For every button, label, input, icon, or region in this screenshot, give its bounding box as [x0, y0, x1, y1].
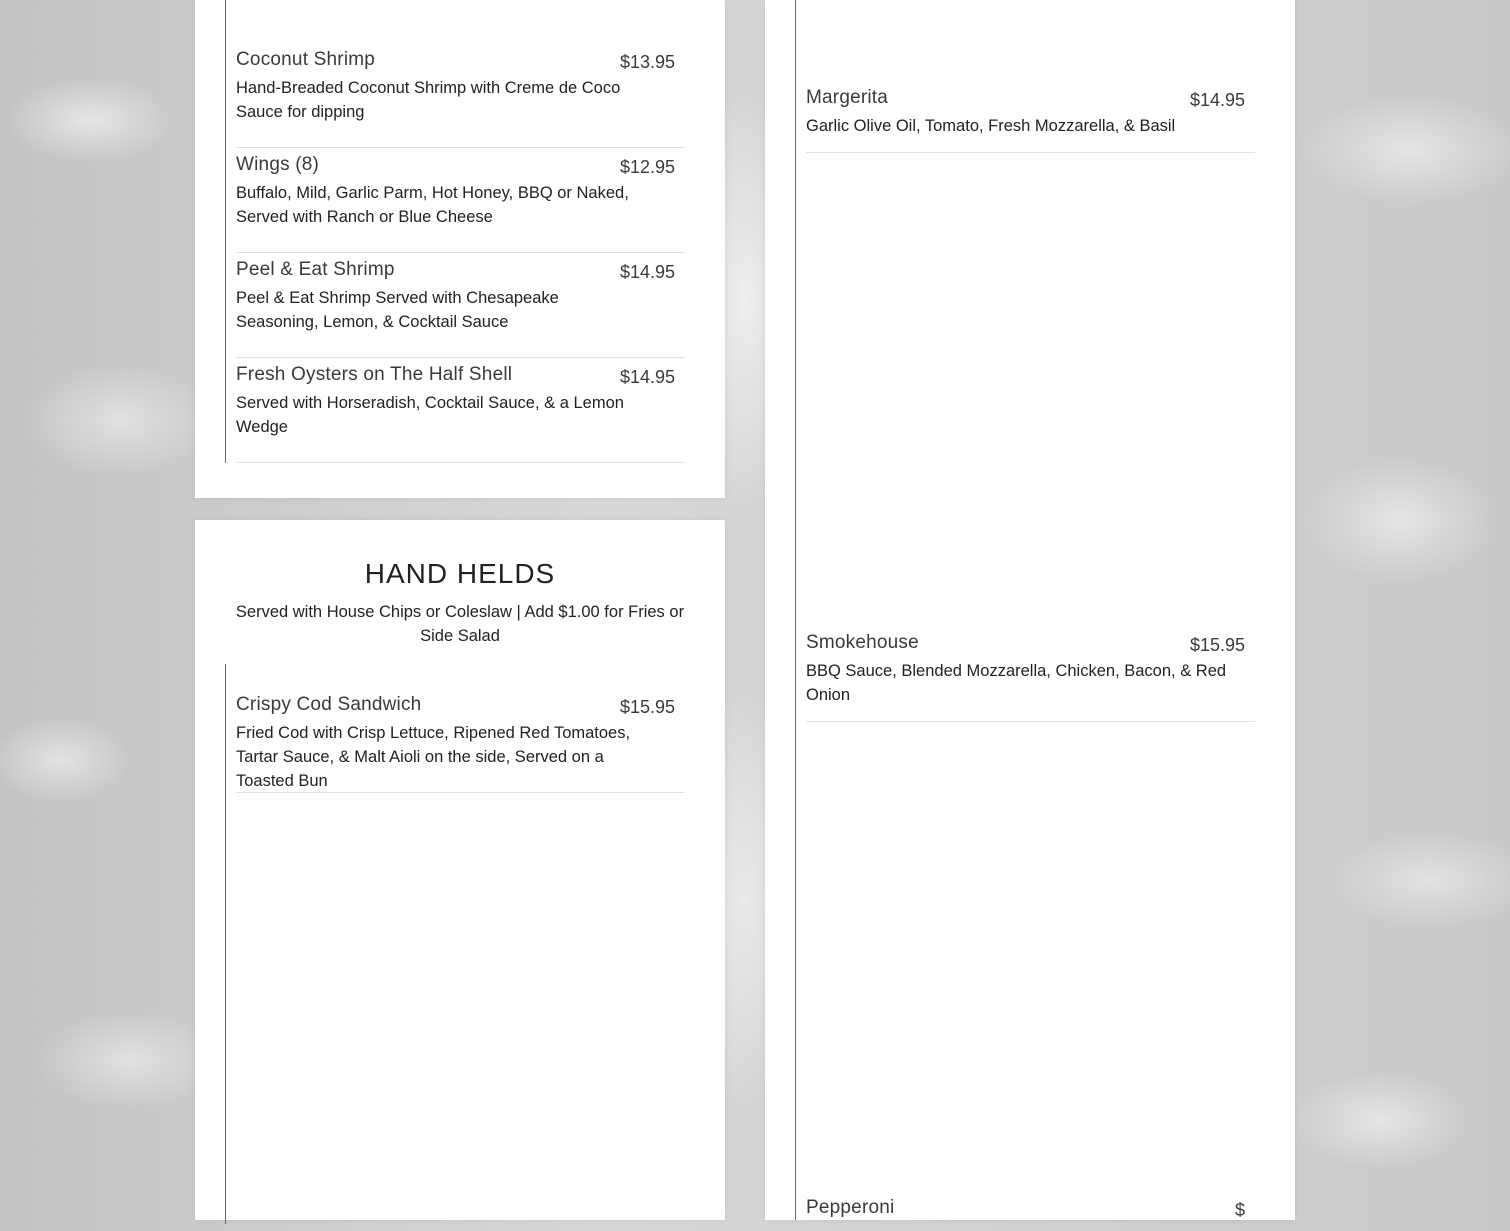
item-price: $15.95: [1189, 635, 1245, 655]
menu-item: [236, 43, 685, 148]
handhelds-card: [195, 520, 725, 1220]
item-description: Served with Horseradish, Cocktail Sauce, & a Lemon Wedge: [236, 394, 624, 436]
item-price: $14.95: [619, 367, 675, 387]
accent-line: [225, 664, 226, 1224]
section-subtitle: Served with House Chips or Coleslaw | Add $1.00 for Fries or Side Salad: [235, 603, 685, 645]
item-price: $15.95: [619, 697, 675, 717]
item-price: $13.95: [619, 52, 675, 72]
item-price: $12.95: [619, 157, 675, 177]
item-name: Coconut Shrimp: [236, 49, 376, 70]
section-title: HAND HELDS: [364, 558, 556, 589]
menu-item: [806, 1191, 1255, 1231]
item-name: Pepperoni: [806, 1197, 895, 1218]
item-description: BBQ Sauce, Blended Mozzarella, Chicken, Bacon, & Red Onion: [806, 662, 1227, 704]
item-description: Buffalo, Mild, Garlic Parm, Hot Honey, BBQ or Naked, Served with Ranch or Blue Cheese: [236, 184, 629, 226]
menu-item: [806, 626, 1255, 722]
item-name: Margerita: [806, 87, 889, 108]
item-name: Crispy Cod Sandwich: [236, 694, 422, 715]
item-description: Hand-Breaded Coconut Shrimp with Creme de Coco Sauce for dipping: [236, 79, 621, 121]
item-name: Smokehouse: [806, 632, 919, 653]
appetizers-card: [195, 0, 725, 498]
menu-item: [236, 148, 685, 253]
menu-item: [806, 81, 1255, 153]
menu-item: [236, 253, 685, 358]
accent-line: [795, 0, 796, 1220]
pizza-card: [765, 0, 1295, 1220]
item-name: Wings (8): [236, 154, 320, 175]
item-price: $: [1234, 1200, 1245, 1220]
accent-line: [225, 0, 226, 463]
item-price: $14.95: [1189, 90, 1245, 110]
item-name: Fresh Oysters on The Half Shell: [236, 364, 513, 385]
item-price: $14.95: [619, 262, 675, 282]
item-description: Fried Cod with Crisp Lettuce, Ripened Red Tomatoes, Tartar Sauce, & Malt Aioli on the side, Served on a Toasted Bun: [236, 724, 631, 790]
menu-item: [236, 688, 685, 793]
item-name: Peel & Eat Shrimp: [236, 259, 395, 280]
menu-item: [236, 358, 685, 463]
item-description: Garlic Olive Oil, Tomato, Fresh Mozzarella, & Basil: [806, 117, 1176, 135]
item-description: Peel & Eat Shrimp Served with Chesapeake Seasoning, Lemon, & Cocktail Sauce: [236, 289, 559, 331]
